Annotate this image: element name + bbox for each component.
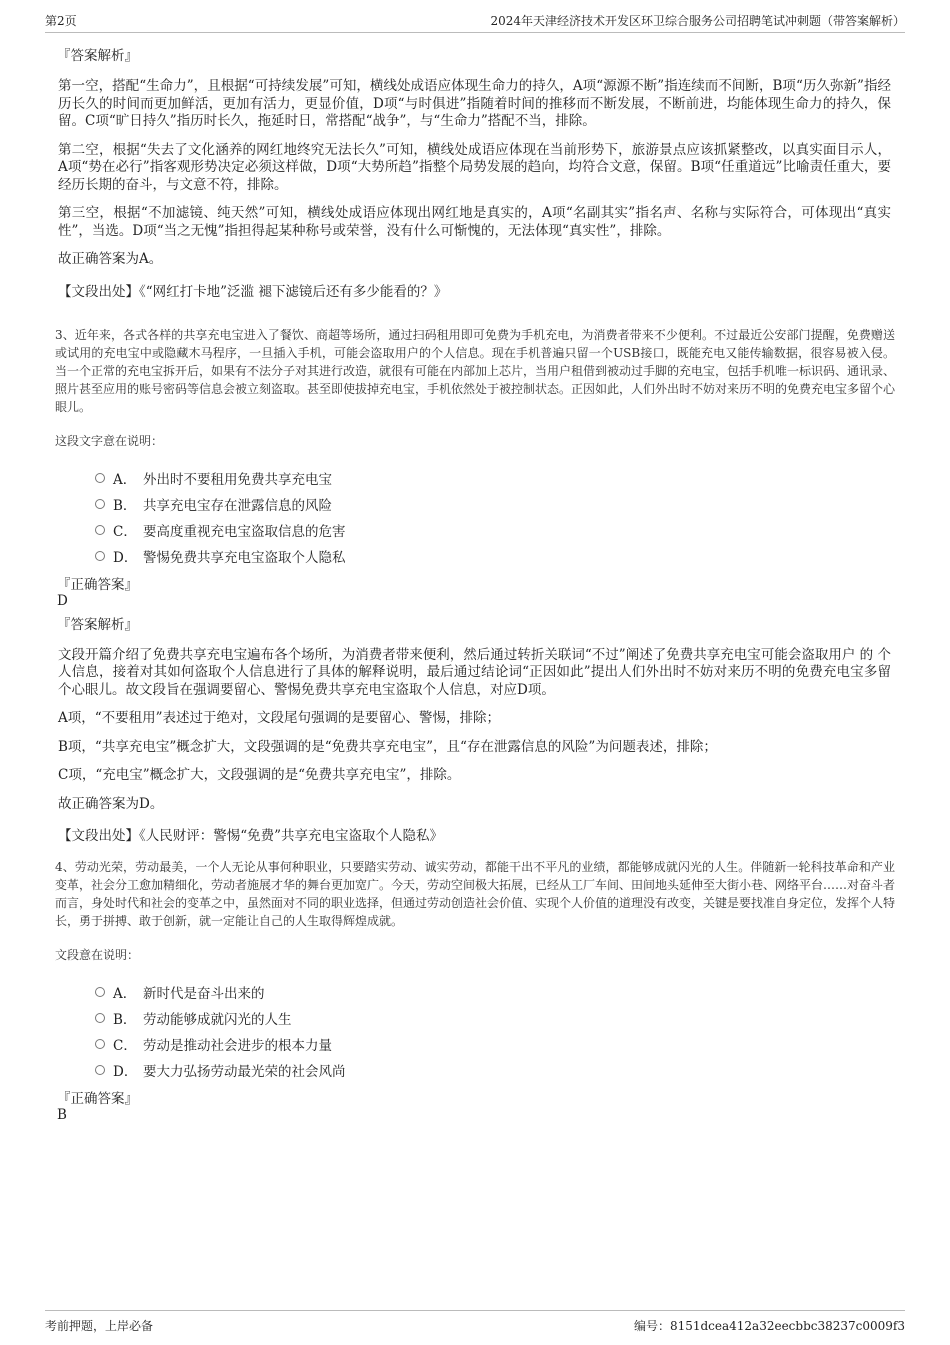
correct-answer: B xyxy=(57,1107,67,1123)
q3-analysis xyxy=(58,647,895,814)
radio-icon[interactable] xyxy=(95,525,105,535)
option-c[interactable] xyxy=(95,517,895,543)
page-footer xyxy=(45,1310,905,1333)
option-b[interactable] xyxy=(95,1005,895,1031)
question-text: 4、劳动光荣，劳动最美，一个人无论从事何种职业，只要踏实劳动、诚实劳动，都能干出不平凡的业绩，都能够成就闪光的人生。伴随新一轮科技革命和产业变革，社会分工愈加精细化，劳动者施展才华的舞台更加宽广。今天，劳动空间极大拓展，已经从工厂车间、田间地头延伸至大街小巷、网络平台……对奋斗者而言，身处时代和社会的变革之中，虽然面对不同的职业选择，但通过劳动创造社会价值、实现个人价值的道理没有改变，关键是要找准自身定位，发挥个人特长，勇于拼搏、敢于创新，就一定能让自己的人生取得辉煌成就。 xyxy=(55,860,896,928)
page-content xyxy=(55,34,895,1123)
option-letter: B． xyxy=(113,497,137,514)
option-d[interactable] xyxy=(95,543,895,569)
option-d[interactable] xyxy=(95,1057,895,1083)
analysis-paragraph: 故正确答案为D。 xyxy=(58,795,164,812)
radio-icon[interactable] xyxy=(95,1065,105,1075)
option-b[interactable] xyxy=(95,491,895,517)
option-letter: C． xyxy=(113,1038,137,1054)
radio-icon[interactable] xyxy=(95,1039,105,1049)
correct-answer: D xyxy=(57,592,68,609)
option-text: 新时代是奋斗出来的 xyxy=(143,986,265,1002)
option-text: 要大力弘扬劳动最光荣的社会风尚 xyxy=(143,1064,346,1080)
analysis-paragraph: 故正确答案为A。 xyxy=(58,251,163,267)
question-text: 3、近年来，各式各样的共享充电宝进入了餐饮、商超等场所，通过扫码租用即可免费为手机充电，为消费者带来不少便利。不过最近公安部门提醒，免费赠送或试用的充电宝中或隐藏木马程序，一旦插入手机，可能会盗取用户的个人信息。现在手机普遍只留一个USB接口，既能充电又能传输数据，很容易被入侵。当一个正常的充电宝拆开后，如果有不法分子对其进行改造，就很有可能在内部加上芯片，当用户租借到被动过手脚的充电宝，包括手机唯一标识码、通讯录、照片甚至应用的账号密码等信息会被立刻盗取。甚至即使拔掉充电宝，手机依然处于被控制状态。正因如此，人们外出时不妨对来历不明的免费充电宝多留个心眼儿。 xyxy=(55,327,896,414)
page-number: 第2页 xyxy=(45,14,77,28)
option-text: 劳动能够成就闪光的人生 xyxy=(143,1012,292,1028)
option-text: 要高度重视充电宝盗取信息的危害 xyxy=(143,523,346,540)
option-letter: D． xyxy=(113,1064,138,1080)
q2-source: 【文段出处】《“网红打卡地”泛滥 褪下滤镜后还有多少能看的？》 xyxy=(58,283,448,300)
analysis-paragraph: B项，“共享充电宝”概念扩大，文段强调的是“免费共享充电宝”，且“存在泄露信息的风险”为问题表述，排除； xyxy=(58,738,717,755)
option-text: 外出时不要租用免费共享充电宝 xyxy=(143,471,332,488)
q2-analysis xyxy=(58,78,895,269)
option-letter: A． xyxy=(113,471,137,488)
option-letter: A． xyxy=(113,986,137,1002)
q2-analysis-tag: 『答案解析』 xyxy=(57,48,138,64)
option-text: 警惕免费共享充电宝盗取个人隐私 xyxy=(143,549,346,566)
option-list xyxy=(95,465,895,569)
page-header xyxy=(45,10,905,33)
option-list xyxy=(95,979,895,1083)
radio-icon[interactable] xyxy=(95,473,105,483)
radio-icon[interactable] xyxy=(95,499,105,509)
analysis-paragraph: 第一空，搭配“生命力”，且根据“可持续发展”可知，横线处成语应体现生命力的持久，A项“源源不断”指连续而不间断，B项“历久弥新”指经历长久的时间而更加鲜活，更加有活力，更显价值，D项“与时俱进”指随着时间的推移而不断发展，不断前进，均能体现生命力的持久，保留。C项“旷日持久”指历时长久，拖延时日，常搭配“战争”，与“生命力”搭配不当，排除。 xyxy=(58,78,891,129)
correct-answer-tag: 『正确答案』 xyxy=(57,576,138,593)
option-letter: C． xyxy=(113,523,137,540)
footer-slogan: 考前押题，上岸必备 xyxy=(45,1319,154,1333)
correct-answer-tag: 『正确答案』 xyxy=(57,1091,138,1107)
radio-icon[interactable] xyxy=(95,1013,105,1023)
analysis-paragraph: 文段开篇介绍了免费共享充电宝遍布各个场所，为消费者带来便利，然后通过转折关联词“不过”阐述了免费共享充电宝可能会盗取用户 的 个人信息，接着对其如何盗取个人信息进行了具体的解释说明，最后通过结论词“正因如此”提出人们外出时不妨对来历不明的免费充电宝多留个心眼儿。故文段旨在强调要留心、警惕免费共享充电宝盗取个人信息，对应D项。 xyxy=(58,646,891,698)
option-a[interactable] xyxy=(95,979,895,1005)
option-text: 劳动是推动社会进步的根本力量 xyxy=(143,1038,332,1054)
analysis-paragraph: 第二空，根据“失去了文化涵养的网红地终究无法长久”可知，横线处成语应体现在当前形势下，旅游景点应该抓紧整改，以真实面目示人，A项“势在必行”指客观形势决定必须这样做，D项“大势所趋”指整个局势发展的趋向，均符合文意，保留。B项“任重道远”比喻责任重大，要经历长期的奋斗，与文意不符，排除。 xyxy=(58,141,891,193)
radio-icon[interactable] xyxy=(95,551,105,561)
question-prompt: 文段意在说明： xyxy=(55,948,140,962)
option-letter: B． xyxy=(113,1012,137,1028)
q3-source: 【文段出处】《人民财评：警惕“免费”共享充电宝盗取个人隐私》 xyxy=(58,828,444,844)
question-4 xyxy=(55,858,895,1123)
document-code: 编号：8151dcea412a32eecbbc38237c0009f3 xyxy=(633,1319,905,1333)
radio-icon[interactable] xyxy=(95,987,105,997)
analysis-paragraph: A项，“不要租用”表述过于绝对，文段尾句强调的是要留心、警惕，排除； xyxy=(58,710,501,726)
question-prompt: 这段文字意在说明： xyxy=(55,433,164,448)
analysis-paragraph: 第三空，根据“不加滤镜、纯天然”可知，横线处成语应体现出网红地是真实的，A项“名副其实”指名声、名称与实际符合，可体现出“真实性”，当选。D项“当之无愧”指担得起某种称号或荣誉，没有什么可惭愧的，无法体现“真实性”，排除。 xyxy=(58,205,891,239)
analysis-tag: 『答案解析』 xyxy=(57,616,138,633)
analysis-paragraph: C项，“充电宝”概念扩大，文段强调的是“免费共享充电宝”，排除。 xyxy=(58,767,461,783)
question-3 xyxy=(55,326,895,845)
option-a[interactable] xyxy=(95,465,895,491)
option-text: 共享充电宝存在泄露信息的风险 xyxy=(143,497,332,514)
document-title: 2024年天津经济技术开发区环卫综合服务公司招聘笔试冲刺题（带答案解析） xyxy=(490,14,905,28)
option-c[interactable] xyxy=(95,1031,895,1057)
option-letter: D． xyxy=(113,549,138,566)
